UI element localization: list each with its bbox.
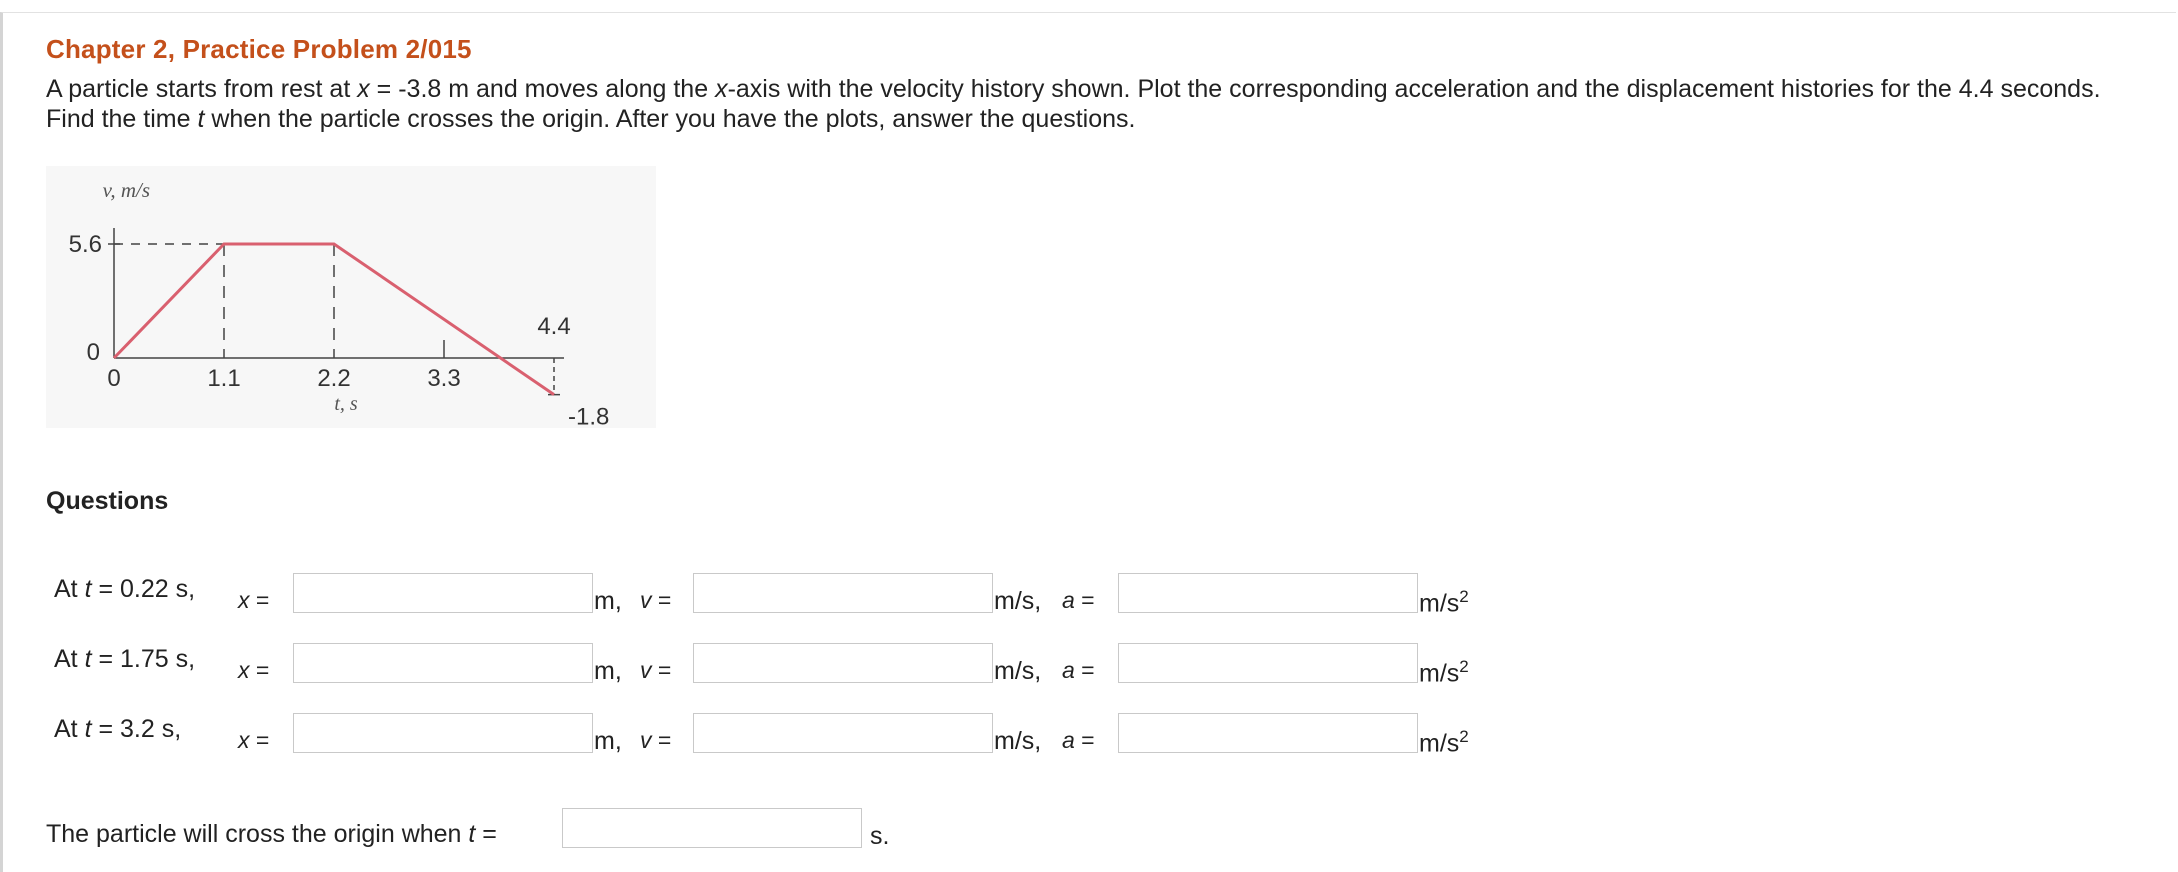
question-row-1 <box>0 565 2178 618</box>
x-label <box>238 727 269 754</box>
question-time-label <box>54 715 181 744</box>
x-unit: m, <box>594 657 622 685</box>
x-tick-label-3-3: 3.3 <box>427 365 461 392</box>
v-label <box>640 657 671 684</box>
v-symbol: v <box>640 587 652 613</box>
question-row-3 <box>0 705 2178 758</box>
v-label <box>640 727 671 754</box>
crossing-time-question <box>46 808 1046 858</box>
problem-statement <box>46 74 2136 134</box>
a-equals: = <box>1074 657 1095 683</box>
question-time-label <box>54 575 195 604</box>
x-label <box>238 657 269 684</box>
questions-heading: Questions <box>46 487 169 515</box>
page-title: Chapter 2, Practice Problem 2/015 <box>46 34 472 64</box>
a-answer-input[interactable] <box>1118 643 1418 683</box>
x-symbol: x <box>238 587 250 613</box>
x-tick-label-2-2: 2.2 <box>317 365 351 392</box>
x-answer-input[interactable] <box>293 643 593 683</box>
v-unit: m/s, <box>994 587 1042 615</box>
v-equals: = <box>651 587 672 613</box>
a-unit-base: m/s <box>1419 729 1460 758</box>
problem-x-symbol: x <box>357 75 370 103</box>
v-unit: m/s, <box>994 727 1042 755</box>
x-axis-label: t, s <box>334 393 358 415</box>
a-answer-input[interactable] <box>1118 573 1418 613</box>
a-equals: = <box>1074 727 1095 753</box>
x-symbol: x <box>238 657 250 683</box>
a-unit <box>1419 587 1469 618</box>
v-equals: = <box>651 657 672 683</box>
t-equals: = <box>475 820 497 848</box>
a-symbol: a <box>1062 727 1075 753</box>
a-label <box>1062 727 1095 754</box>
a-unit-exponent: 2 <box>1459 657 1469 676</box>
t-symbol: t <box>84 575 92 603</box>
x-equals: = <box>249 727 270 753</box>
a-unit <box>1419 657 1469 688</box>
a-symbol: a <box>1062 587 1075 613</box>
v-answer-input[interactable] <box>693 713 993 753</box>
v-label <box>640 587 671 614</box>
v-equals: = <box>651 727 672 753</box>
a-unit-base: m/s <box>1419 589 1460 618</box>
a-unit-base: m/s <box>1419 659 1460 688</box>
problem-t-symbol: t <box>197 105 205 133</box>
problem-text-3: -axis with the velocity history shown. Plot the corresponding acceleration and the displacement histories for the 4.4 seconds. Find the time <box>46 75 2101 133</box>
time-value: = 1.75 s, <box>91 645 196 673</box>
crossing-time-input[interactable] <box>562 808 862 848</box>
v-symbol: v <box>640 657 652 683</box>
x-unit: m, <box>594 587 622 615</box>
a-unit <box>1419 727 1469 758</box>
x-equals: = <box>249 587 270 613</box>
y-tick-label-5-6: 5.6 <box>68 231 102 258</box>
a-unit-exponent: 2 <box>1459 727 1469 746</box>
v-symbol: v <box>640 727 652 753</box>
problem-text-4: when the particle crosses the origin. After you have the plots, answer the questions. <box>204 105 1136 133</box>
question-row-2 <box>0 635 2178 688</box>
x-tick-label-0: 0 <box>107 365 121 392</box>
crossing-time-label <box>46 820 497 849</box>
v-unit: m/s, <box>994 657 1042 685</box>
x-symbol: x <box>238 727 250 753</box>
x-tick-label-1-1: 1.1 <box>207 365 241 392</box>
problem-axis-symbol: x <box>715 75 728 103</box>
a-label <box>1062 657 1095 684</box>
a-unit-exponent: 2 <box>1459 587 1469 606</box>
problem-text-2: = -3.8 m and moves along the <box>369 75 716 103</box>
velocity-chart <box>46 166 656 428</box>
a-equals: = <box>1074 587 1095 613</box>
question-time-label <box>54 645 195 674</box>
x-tick-label-4-4: 4.4 <box>537 313 571 340</box>
a-answer-input[interactable] <box>1118 713 1418 753</box>
at-text: At <box>54 715 85 743</box>
x-answer-input[interactable] <box>293 713 593 753</box>
at-text: At <box>54 575 85 603</box>
a-label <box>1062 587 1095 614</box>
x-unit: m, <box>594 727 622 755</box>
at-text: At <box>54 645 85 673</box>
x-label <box>238 587 269 614</box>
velocity-history-figure <box>46 166 656 428</box>
value-label-neg-1-8: -1.8 <box>568 403 610 428</box>
v-answer-input[interactable] <box>693 573 993 613</box>
crossing-time-unit: s. <box>870 822 890 850</box>
time-value: = 0.22 s, <box>91 575 196 603</box>
y-tick-label-0: 0 <box>86 339 100 366</box>
a-symbol: a <box>1062 657 1075 683</box>
x-equals: = <box>249 657 270 683</box>
crossing-text: The particle will cross the origin when <box>46 820 469 848</box>
t-symbol: t <box>84 645 92 673</box>
x-answer-input[interactable] <box>293 573 593 613</box>
t-symbol: t <box>84 715 92 743</box>
t-symbol: t <box>468 820 476 848</box>
y-axis-label: v, m/s <box>102 178 150 202</box>
time-value: = 3.2 s, <box>91 715 182 743</box>
problem-text-1: A particle starts from rest at <box>46 75 358 103</box>
v-answer-input[interactable] <box>693 643 993 683</box>
